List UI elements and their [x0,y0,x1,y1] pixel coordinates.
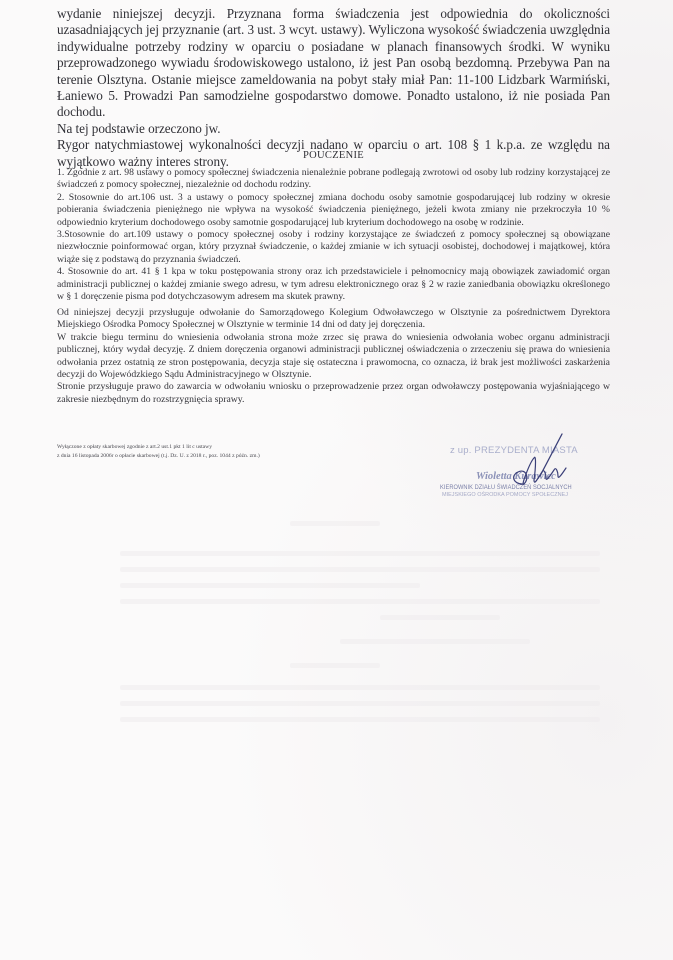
stamp-institution: MIEJSKIEGO OŚRODKA POMOCY SPOŁECZNEJ [442,492,568,498]
instructions-list [57,167,610,303]
handwritten-signature [500,432,590,492]
instruction-item: 4. Stosownie do art. 41 § 1 kpa w toku postępowania strony oraz ich przedstawiciele i pełnomocnicy mają obowiązek zawiadomić organ administracji publicznej o każdej zmianie swego adresu, w tym adresu elektronicznego oraz § 2 w razie zaniedbania obowiązku określonego w § 1 doręczenie pisma pod dotychczasowym adresem ma skutek prawny. [57,266,610,303]
signature-stroke [540,434,562,476]
stamp-signatory-name: Wioletta Kurawiec [476,471,556,482]
reverse-side-show-through [50,515,610,735]
appeal-information [57,307,610,406]
signature-stroke [514,457,566,484]
appeal-paragraph: Od niniejszej decyzji przysługuje odwołanie do Samorządowego Kolegium Odwoławczego w Olsztynie za pośrednictwem Dyrektora Miejskiego Ośrodka Pomocy Społecznej w Olsztynie w terminie 14 dni od daty jej doręczenia. [57,307,610,331]
evidence-request-paragraph: Stronie przysługuje prawo do zawarcia w odwołaniu wniosku o przeprowadzenie przez organ odwoławczy postępowania wyjaśniającego w zakresie niezbędnym do rozstrzygnięcia sprawy. [57,381,610,405]
stamp-duty-exemption-note [57,443,357,460]
ruling-basis-paragraph: Na tej podstawie orzeczono jw. [57,120,221,136]
waiver-paragraph: W trakcie biegu terminu do wniesienia odwołania strona może zrzec się prawa do wniesienia odwołania wobec organu administracji publicznej, który wydał decyzję. Z dniem doręczenia organowi administracji publicznej oświadczenia o zrzeczeniu się prawa do wniesienia odwołania przez ostatnią ze stron postępowania, decyzja staje się ostateczna i prawomocna, co oznacza, iż brak jest możliwości zaskarżenia decyzji do Wojewódzkiego Sądu Administracyjnego w Olsztynie. [57,331,610,381]
instruction-item: 3.Stosownie do art.109 ustawy o pomocy społecznej osoby i rodziny korzystające ze świadczeń z pomocy społecznej są obowiązane niezwłocznie poinformować organ, który przyznał świadczenie, o każdej zmianie w ich sytuacji osobistej, dochodowej i majątkowej, która wiąże się z podstawą do przyznania świadczeń. [57,229,610,265]
stamp-position: KIEROWNIK DZIAŁU ŚWIADCZEŃ SOCJALNYCH [440,484,572,491]
instruction-item: 1. Zgodnie z art. 98 ustawy o pomocy społecznej świadczenia nienależnie pobrane podlegają zwrotowi od osoby lub rodziny korzystającej ze świadczeń z pomocy społecznej, niezależnie od dochodu rodziny. [57,167,610,191]
instructions-heading: POUCZENIE [302,150,365,161]
fee-note-line: Wyłączone z opłaty skarbowej zgodnie z art.2 ust.1 pkt 1 lit c ustawy [57,444,212,450]
decision-justification [57,6,610,170]
fee-note-line: z dnia 16 listopada 2006r o opłacie skarbowej (t.j. Dz. U. z 2018 r., poz. 1044 z późn. zm.) [57,452,260,459]
stamp-authority: z up. PREZYDENTA MIASTA [450,445,578,456]
instruction-item: 2. Stosownie do art.106 ust. 3 a ustawy o pomocy społecznej zmiana dochodu osoby samotnie gospodarującej lub rodziny w okresie pobierania świadczenia pieniężnego nie wpływa na wysokość świadczenia pieniężnego, jeżeli kwota zmiany nie przekroczyła 10 % odpowiednio kryterium dochodowego osoby samotnie gospodarującej lub kryterium dochodowego na osobę w rodzinie. [57,191,610,228]
justification-paragraph: wydanie niniejszej decyzji. Przyznana forma świadczenia jest odpowiednia do okoliczności uzasadniających jej przyznanie (art. 3 ust. 3 wcyt. ustawy). Wyliczona wysokość świadczenia uwzględnia indywidualne potrzeby rodziny w oparciu o posiadane w planach finansowych środki. W wyniku przeprowadzonego wywiadu środowiskowego ustalono, iż jest Pan osobą bezdomną. Przebywa Pan na terenie Olsztyna. Ostanie miejsce zameldowania na pobyt stały miał Pan: 11-100 Lidzbark Warmiński, Łaniewo 5. Prowadzi Pan samodzielne gospodarstwo domowe. Ponadto ustalono, iż nie posiada Pan dochodu. [57,6,610,120]
enforcement-paragraph: Rygor natychmiastowej wykonalności decyzji nadano w oparciu o art. 108 § 1 k.p.a. ze względu na wyjątkowo ważny interes strony. [57,137,610,169]
